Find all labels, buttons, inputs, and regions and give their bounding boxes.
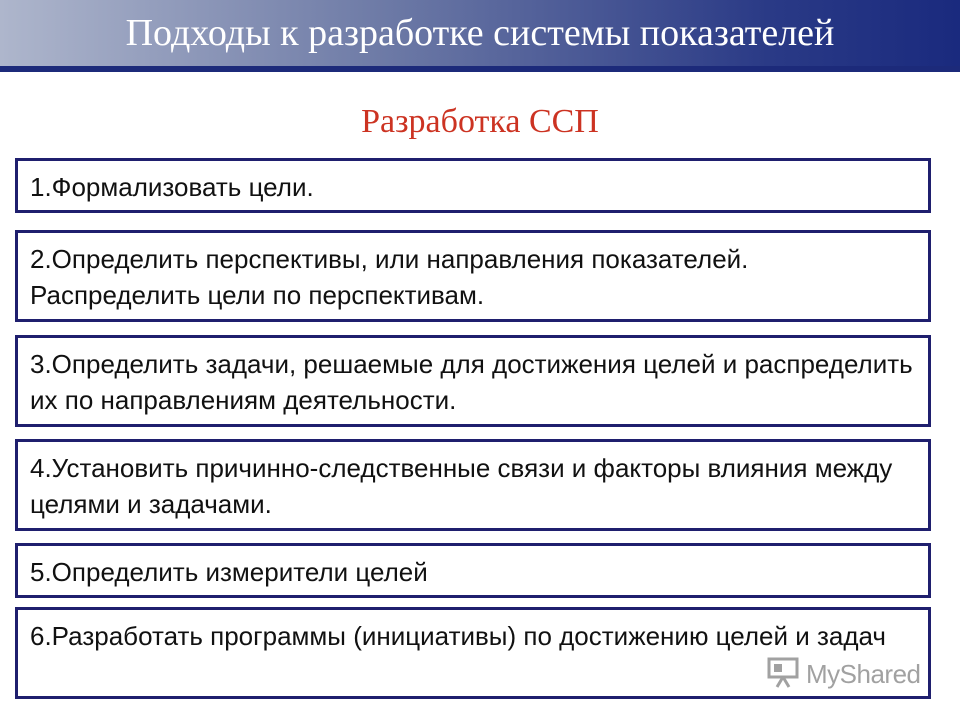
step-box-6: 6.Разработать программы (инициативы) по достижению целей и задач xyxy=(15,607,931,699)
step-box-5: 5.Определить измерители целей xyxy=(15,543,931,598)
step-box-2: 2.Определить перспективы, или направления показателей. Распределить цели по перспективам. xyxy=(15,230,931,322)
slide-title: Подходы к разработке системы показателей xyxy=(125,12,835,54)
presentation-icon xyxy=(766,655,800,694)
watermark-text: MyShared xyxy=(806,658,921,689)
step-box-3: 3.Определить задачи, решаемые для достижения целей и распределить их по направлениям деятельности. xyxy=(15,335,931,427)
slide-subtitle: Разработка ССП xyxy=(361,103,599,140)
step-box-4: 4.Установить причинно-следственные связи и факторы влияния между целями и задачами. xyxy=(15,439,931,531)
watermark xyxy=(766,656,921,692)
step-box-1: 1.Формализовать цели. xyxy=(15,158,931,213)
header-underline xyxy=(0,66,960,72)
